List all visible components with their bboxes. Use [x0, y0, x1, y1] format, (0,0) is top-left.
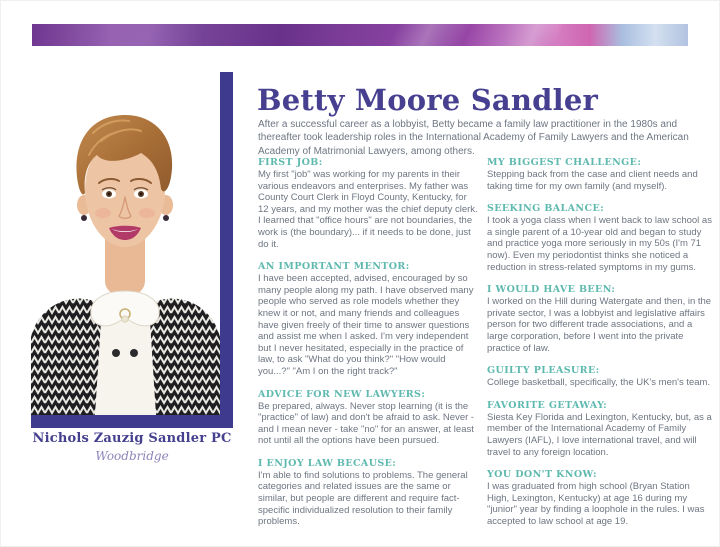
section-heading: AN IMPORTANT MENTOR:	[258, 261, 410, 273]
section-body: My first "job" was working for my parents in their various endeavors and enterprises. My father was County Court Clerk in Floyd County, Kentucky, for 12 years, and my mother was the chief deputy clerk. I learned that "office hours" are not boundaries, the work is (the boundary)... if it needs to be done, just do it.	[258, 169, 478, 250]
decorative-purple-banner	[32, 24, 688, 46]
section-body: I have been accepted, advised, encouraged by so many people along my path. I have observed many people who served as role models whether they knew it or not, and many friends and colleagues have given freely of their time to answer questions and assist me when I asked. I'm very independent but I never hesitated, especially in the practice of law, to ask "What do you think?" "How would you...?" "Am I on the right track?"	[258, 273, 474, 377]
section-heading: I WOULD HAVE BEEN:	[487, 284, 616, 296]
section-first-job	[258, 157, 479, 250]
left-column	[258, 157, 479, 539]
section-would-have-been	[487, 284, 713, 354]
section-body: Siesta Key Florida and Lexington, Kentucky, but, as a member of the International Academy of Family Lawyers (IAFL), I love international travel, and will travel to any foreign location.	[487, 411, 712, 458]
photo-caption	[11, 431, 253, 463]
section-body: Be prepared, always. Never stop learning (it is the "practice" of law) and don't be afraid to ask. Never - and I mean never - take "no" for an answer, at least not until all the options have been pursued.	[258, 400, 475, 447]
frame-bar-bottom	[31, 415, 233, 428]
section-guilty-pleasure	[487, 365, 713, 389]
section-heading: FAVORITE GETAWAY:	[487, 399, 607, 411]
section-enjoy-law	[258, 458, 479, 528]
firm-name: Nichols Zauzig Sandler PC	[32, 431, 232, 446]
section-body: College basketball, specifically, the UK's men's team.	[487, 377, 711, 389]
page-title: Betty Moore Sandler	[257, 83, 598, 118]
section-heading: SEEKING BALANCE:	[487, 203, 604, 215]
section-heading: ADVICE FOR NEW LAWYERS:	[258, 388, 426, 400]
section-important-mentor	[258, 261, 479, 377]
portrait-photo	[31, 85, 220, 415]
section-body: I worked on the Hill during Watergate and then, in the private sector, I was a lobbyist and legislative affairs person for two different trade associations, and a large corporation, before I went into the private practice of law.	[487, 296, 712, 354]
frame-bar-right	[220, 72, 233, 428]
section-body: I was graduated from high school (Bryan Station High, Lexington, Kentucky) at age 16 during my "junior" year by finding a loophole in the rules. I was accepted to law school at age 19.	[487, 481, 705, 527]
firm-location: Woodbridge	[95, 449, 169, 463]
right-column	[487, 157, 713, 538]
section-seeking-balance	[487, 203, 713, 273]
section-heading: I ENJOY LAW BECAUSE:	[258, 457, 397, 469]
intro-paragraph: After a successful career as a lobbyist, Betty became a family law practitioner in the 1980s and thereafter took leadership roles in the International Academy of Family Lawyers and the American Academy of Matrimonial Lawyers, among others.	[258, 119, 689, 157]
section-advice-new-lawyers	[258, 389, 479, 447]
section-body: I'm able to find solutions to problems. The general categories and related issues are the same or similar, but people are different and require fact-specific individualized resolution to their family problems.	[258, 469, 468, 528]
section-body: Stepping back from the case and client needs and taking time for my own family (and myself).	[487, 169, 698, 192]
section-heading: YOU DON'T KNOW:	[487, 469, 597, 481]
section-biggest-challenge	[487, 157, 713, 192]
section-favorite-getaway	[487, 400, 713, 458]
section-you-dont-know	[487, 469, 713, 527]
section-heading: FIRST JOB:	[258, 157, 323, 168]
section-heading: GUILTY PLEASURE:	[487, 365, 600, 377]
section-heading: MY BIGGEST CHALLENGE:	[487, 157, 642, 168]
section-body: I took a yoga class when I went back to law school as a single parent of a 10-year old and began to study and practice yoga more seriously in my 50s (I'm 71 now). Even my periodontist thinks she noticed a reduction in stress-related symptoms in my gums.	[487, 215, 712, 273]
photo-frame	[31, 72, 233, 428]
